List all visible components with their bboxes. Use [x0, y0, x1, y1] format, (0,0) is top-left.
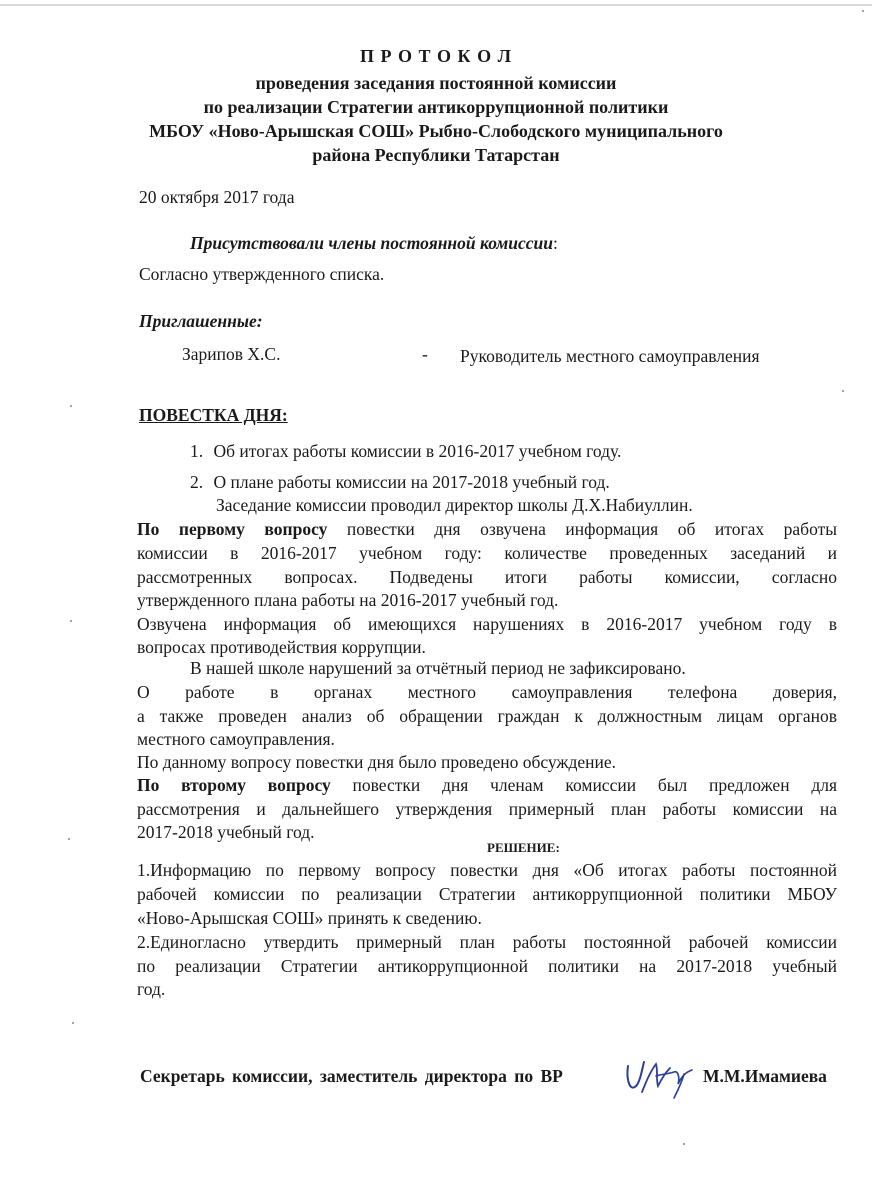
agenda-item	[190, 472, 610, 493]
q2-line-3: 2017-2018 учебный год.	[137, 822, 315, 842]
invited-name: Зарипов Х.С.	[182, 344, 281, 364]
hotline-line-3: местного самоуправления.	[137, 729, 335, 749]
decision-1-line-1: 1.Информацию по первому вопросу повестки дня «Об итогах работы постоянной	[137, 860, 837, 880]
hotline-line-1: О работе в органах местного самоуправления телефона доверия,	[137, 682, 837, 702]
q2-line-1	[137, 775, 837, 796]
header-line-2: по реализации Стратегии антикоррупционной политики	[203, 97, 669, 117]
meeting-date: 20 октября 2017 года	[139, 187, 295, 207]
agenda-item-number: 2.	[190, 472, 204, 492]
handwritten-signature	[622, 1052, 698, 1100]
agenda-item-number: 1.	[190, 441, 204, 461]
meeting-chair: Заседание комиссии проводил директор школы Д.Х.Набиуллин.	[216, 495, 693, 515]
secretary-name: М.М.Имамиева	[703, 1066, 827, 1086]
q1-bold-label: По первому вопросу	[137, 519, 328, 539]
present-colon: :	[553, 233, 558, 253]
q1-text-1: повестки дня озвучена информация об итогах работы	[346, 519, 838, 539]
violations-line-2: вопросах противодействия коррупции.	[137, 637, 426, 657]
present-value: Согласно утвержденного списка.	[139, 264, 385, 284]
violations-line-1: Озвучена информация об имеющихся нарушениях в 2016-2017 учебном году в	[137, 614, 837, 634]
decision-heading: РЕШЕНИЕ:	[487, 840, 560, 855]
q1-line-1	[137, 519, 837, 540]
header-line-1: проведения заседания постоянной комиссии	[255, 73, 617, 93]
q1-line-4: утвержденного плана работы на 2016-2017 учебный год.	[137, 590, 559, 610]
agenda-item-text: Об итогах работы комиссии в 2016-2017 учебном году.	[213, 441, 622, 461]
invited-role: Руководитель местного самоуправления	[460, 346, 760, 366]
q2-bold-label: По второму вопросу	[137, 775, 331, 795]
q2-text-1: повестки дня членам комиссии был предложен для	[352, 775, 837, 795]
present-heading	[190, 233, 558, 254]
invited-label: Приглашенные:	[139, 311, 263, 331]
decision-1-line-3: «Ново-Арышская СОШ» принять к сведению.	[137, 908, 482, 928]
decision-2-line-3: год.	[137, 979, 166, 999]
secretary-position: Секретарь комиссии, заместитель директора по ВР	[140, 1066, 563, 1086]
header-line-3: МБОУ «Ново-Арышская СОШ» Рыбно-Слободского муниципального	[149, 121, 723, 141]
q1-line-2: комиссии в 2016-2017 учебном году: количестве проведенных заседаний и	[137, 543, 837, 563]
q1-line-3: рассмотренных вопросах. Подведены итоги работы комиссии, согласно	[137, 567, 837, 587]
present-label: Присутствовали члены постоянной комиссии	[190, 233, 554, 253]
agenda-heading: ПОВЕСТКА ДНЯ:	[139, 405, 288, 425]
header-line-4: района Республики Татарстан	[312, 145, 560, 165]
q2-line-2: рассмотрения и дальнейшего утверждения примерный план работы комиссии на	[137, 799, 837, 819]
invited-dash: -	[422, 344, 428, 364]
decision-1-line-2: рабочей комиссии по реализации Стратегии антикоррупционной политики МБОУ	[137, 884, 837, 904]
discussion-line: По данному вопросу повестки дня было проведено обсуждение.	[137, 752, 617, 772]
decision-2-line-2: по реализации Стратегии антикоррупционной политики на 2017-2018 учебный	[137, 956, 837, 976]
school-statement: В нашей школе нарушений за отчётный период не зафиксировано.	[190, 658, 686, 678]
document-title: П Р О Т О К О Л	[360, 46, 512, 66]
agenda-item-text: О плане работы комиссии на 2017-2018 учебный год.	[213, 472, 610, 492]
hotline-line-2: а также проведен анализ об обращении граждан к должностным лицам органов	[137, 706, 837, 726]
decision-2-line-1: 2.Единогласно утвердить примерный план работы постоянной рабочей комиссии	[137, 932, 837, 952]
agenda-item	[190, 441, 621, 462]
